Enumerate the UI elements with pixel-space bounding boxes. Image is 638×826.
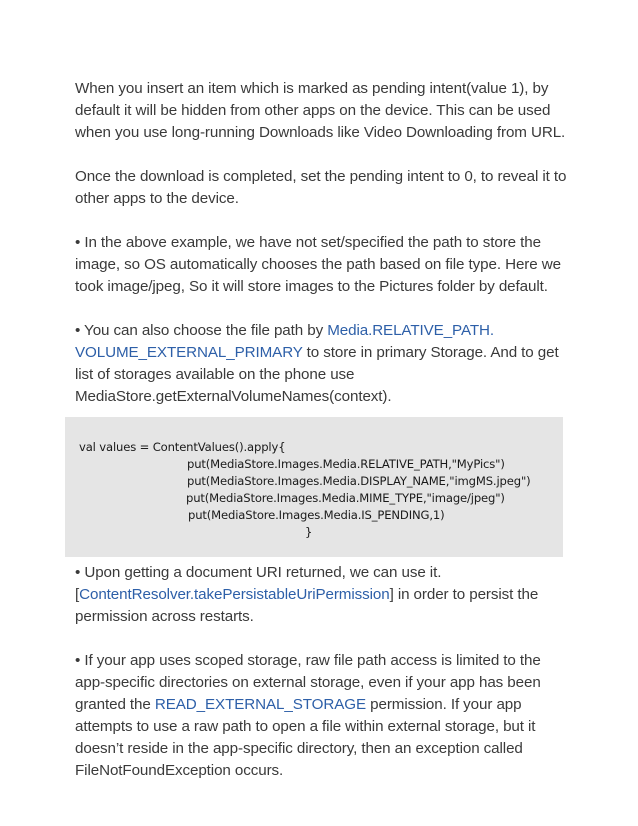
paragraph-document-uri (75, 562, 570, 628)
paragraph-file-path (75, 320, 570, 408)
code-line-4: put(MediaStore.Images.Media.MIME_TYPE,"image/jpeg") (186, 491, 505, 505)
text-segment: to store in primary Storage. And to get list of storages available on the phone use MediaStore.getExternalVolumeNames(context). (75, 344, 559, 405)
code-line-3: put(MediaStore.Images.Media.DISPLAY_NAME,"imgMS.jpeg") (187, 474, 531, 488)
code-line-5: put(MediaStore.Images.Media.IS_PENDING,1) (188, 508, 445, 522)
text-segment: • Upon getting a document URI returned, we can use it.[ (75, 564, 442, 603)
take-persistable-uri-permission-link[interactable]: ContentResolver.takePersistableUriPermission (79, 586, 390, 603)
code-block (65, 417, 563, 557)
read-external-storage-link[interactable]: READ_EXTERNAL_STORAGE (154, 696, 367, 713)
code-line-2: put(MediaStore.Images.Media.RELATIVE_PATH,"MyPics") (187, 457, 505, 471)
code-line-6: } (305, 525, 313, 539)
paragraph-pending-intent: When you insert an item which is marked as pending intent(value 1), by default it will be hidden from other apps on the device. This can be used when you use long-running Downloads like Video Downloading from URL. (75, 80, 566, 141)
paragraph-download-complete: Once the download is completed, set the pending intent to 0, to reveal it to other apps to the device. (75, 168, 567, 207)
text-segment: • You can also choose the file path by (75, 322, 328, 339)
text-segment: ] in order to persist the permission across restarts. (75, 586, 539, 625)
document-page (75, 78, 570, 782)
text-segment: permission. If your app attempts to use a raw path to open a file within external storage, but it doesn’t reside in the app-specific directory, then an exception called FileNotFoundException occurs. (75, 696, 536, 779)
text-segment: • If your app uses scoped storage, raw file path access is limited to the app-specific directories on external storage, even if your app has been granted the (75, 652, 541, 713)
paragraph-scoped-storage (75, 650, 570, 782)
relative-path-link[interactable]: Media.RELATIVE_PATH. VOLUME_EXTERNAL_PRIMARY (75, 322, 495, 361)
paragraph-default-path: • In the above example, we have not set/specified the path to store the image, so OS automatically chooses the path based on file type. Here we took image/jpeg, So it will store images to the Pictures folder by default. (75, 234, 561, 295)
code-line-1: val values = ContentValues().apply{ (79, 440, 286, 454)
